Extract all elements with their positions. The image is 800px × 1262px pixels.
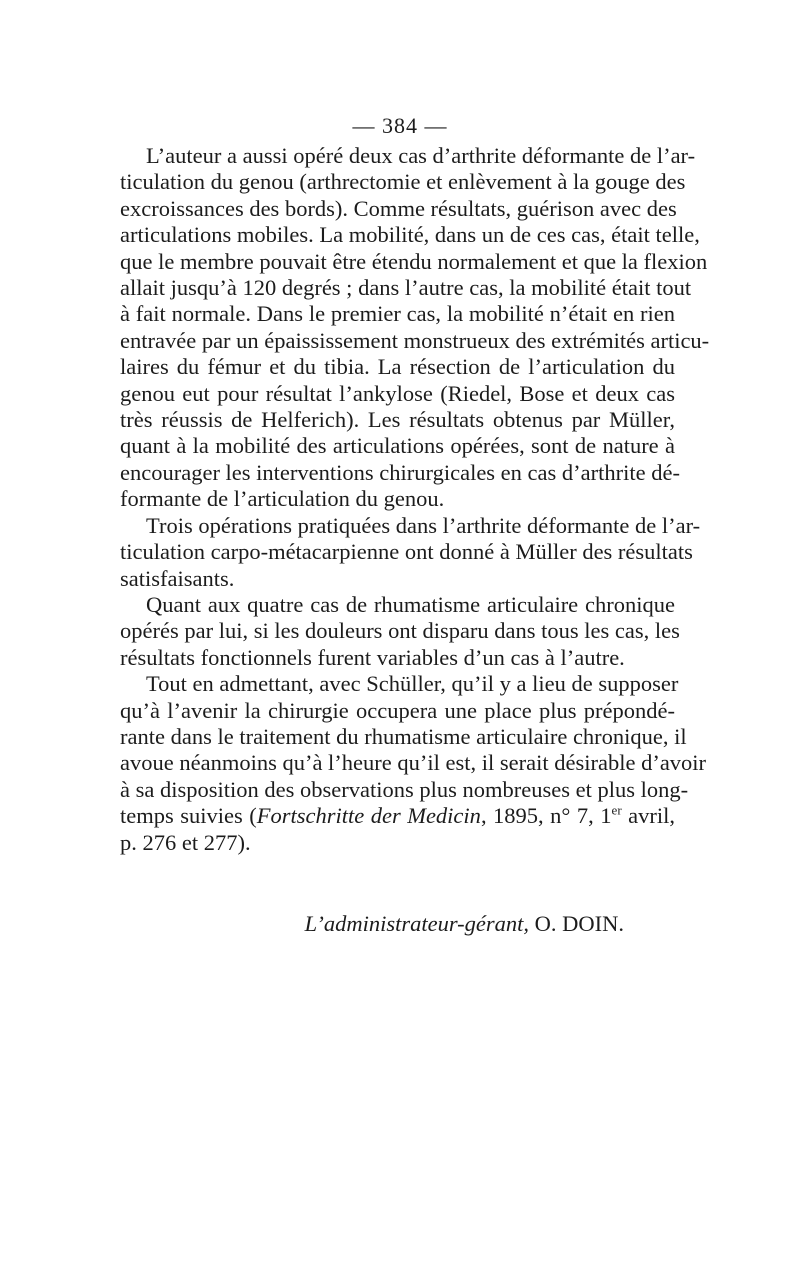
text-line: quant à la mobilité des articulations opérées, sont de nature à — [120, 433, 675, 459]
text-line: satisfaisants. — [120, 565, 235, 591]
text-line: qu’à l’avenir la chirurgie occupera une place plus prépondé- — [120, 697, 675, 723]
text-line: à sa disposition des observations plus nombreuses et plus long- — [120, 776, 689, 802]
text-line: formante de l’articulation du genou. — [120, 486, 445, 512]
text-line: rante dans le traitement du rhumatisme articulaire chronique, il — [120, 723, 687, 749]
signature-name: O. DOIN. — [529, 911, 624, 936]
ordinal-superscript: er — [611, 802, 622, 818]
text-line: ticulation du genou (arthrectomie et enlèvement à la gouge des — [120, 169, 686, 195]
text-line: Quant aux quatre cas de rhumatisme articulaire chronique — [146, 591, 675, 617]
text-line: entravée par un épaississement monstrueux des extrémités articu- — [120, 327, 710, 353]
citation-details: , 1895, n° 7, 1 — [480, 803, 612, 829]
text-line: excroissances des bords). Comme résultats, guérison avec des — [120, 195, 677, 221]
text-line: résultats fonctionnels furent variables d’un cas à l’autre. — [120, 644, 625, 670]
text-line: avoue néanmoins qu’à l’heure qu’il est, il serait désirable d’avoir — [120, 750, 707, 776]
text-line: p. 276 et 277). — [120, 829, 251, 855]
text-line: à fait normale. Dans le premier cas, la mobilité n’était en rien — [120, 301, 675, 327]
paragraph-3 — [120, 591, 680, 671]
text-line: genou eut pour résultat l’ankylose (Riedel, Bose et deux cas — [120, 380, 675, 406]
text-line: Tout en admettant, avec Schüller, qu’il y a lieu de supposer — [146, 671, 679, 697]
page-number: — 384 — — [352, 113, 448, 138]
text-line: Trois opérations pratiquées dans l’arthrite déformante de l’ar- — [146, 512, 701, 538]
body-text — [120, 143, 710, 856]
journal-title: Fortschritte der Medicin — [256, 803, 481, 829]
paragraph-1 — [120, 143, 710, 513]
text-line: ticulation carpo-métacarpienne ont donné à Müller des résultats — [120, 539, 693, 565]
text-line: encourager les interventions chirurgicales en cas d’arthrite dé- — [120, 459, 680, 485]
text-line: très réussis de Helferich). Les résultats obtenus par Müller, — [120, 407, 675, 433]
text-line: L’auteur a aussi opéré deux cas d’arthrite déformante de l’ar- — [146, 143, 696, 168]
signature-role: L’administrateur-gérant, — [304, 911, 529, 936]
citation-prefix: temps suivies ( — [120, 803, 257, 829]
citation-date: avril, — [621, 803, 676, 829]
citation-line — [120, 803, 675, 829]
signature — [0, 911, 624, 937]
text-line: opérés par lui, si les douleurs ont disparu dans tous les cas, les — [120, 618, 680, 644]
text-line: laires du fémur et du tibia. La résection de l’articulation du — [120, 354, 675, 380]
text-line: allait jusqu’à 120 degrés ; dans l’autre cas, la mobilité était tout — [120, 275, 692, 301]
text-line: que le membre pouvait être étendu normalement et que la flexion — [120, 248, 708, 274]
text-line: articulations mobiles. La mobilité, dans un de ces cas, était telle, — [120, 222, 700, 248]
paragraph-4 — [120, 671, 707, 856]
paragraph-2 — [120, 512, 701, 592]
